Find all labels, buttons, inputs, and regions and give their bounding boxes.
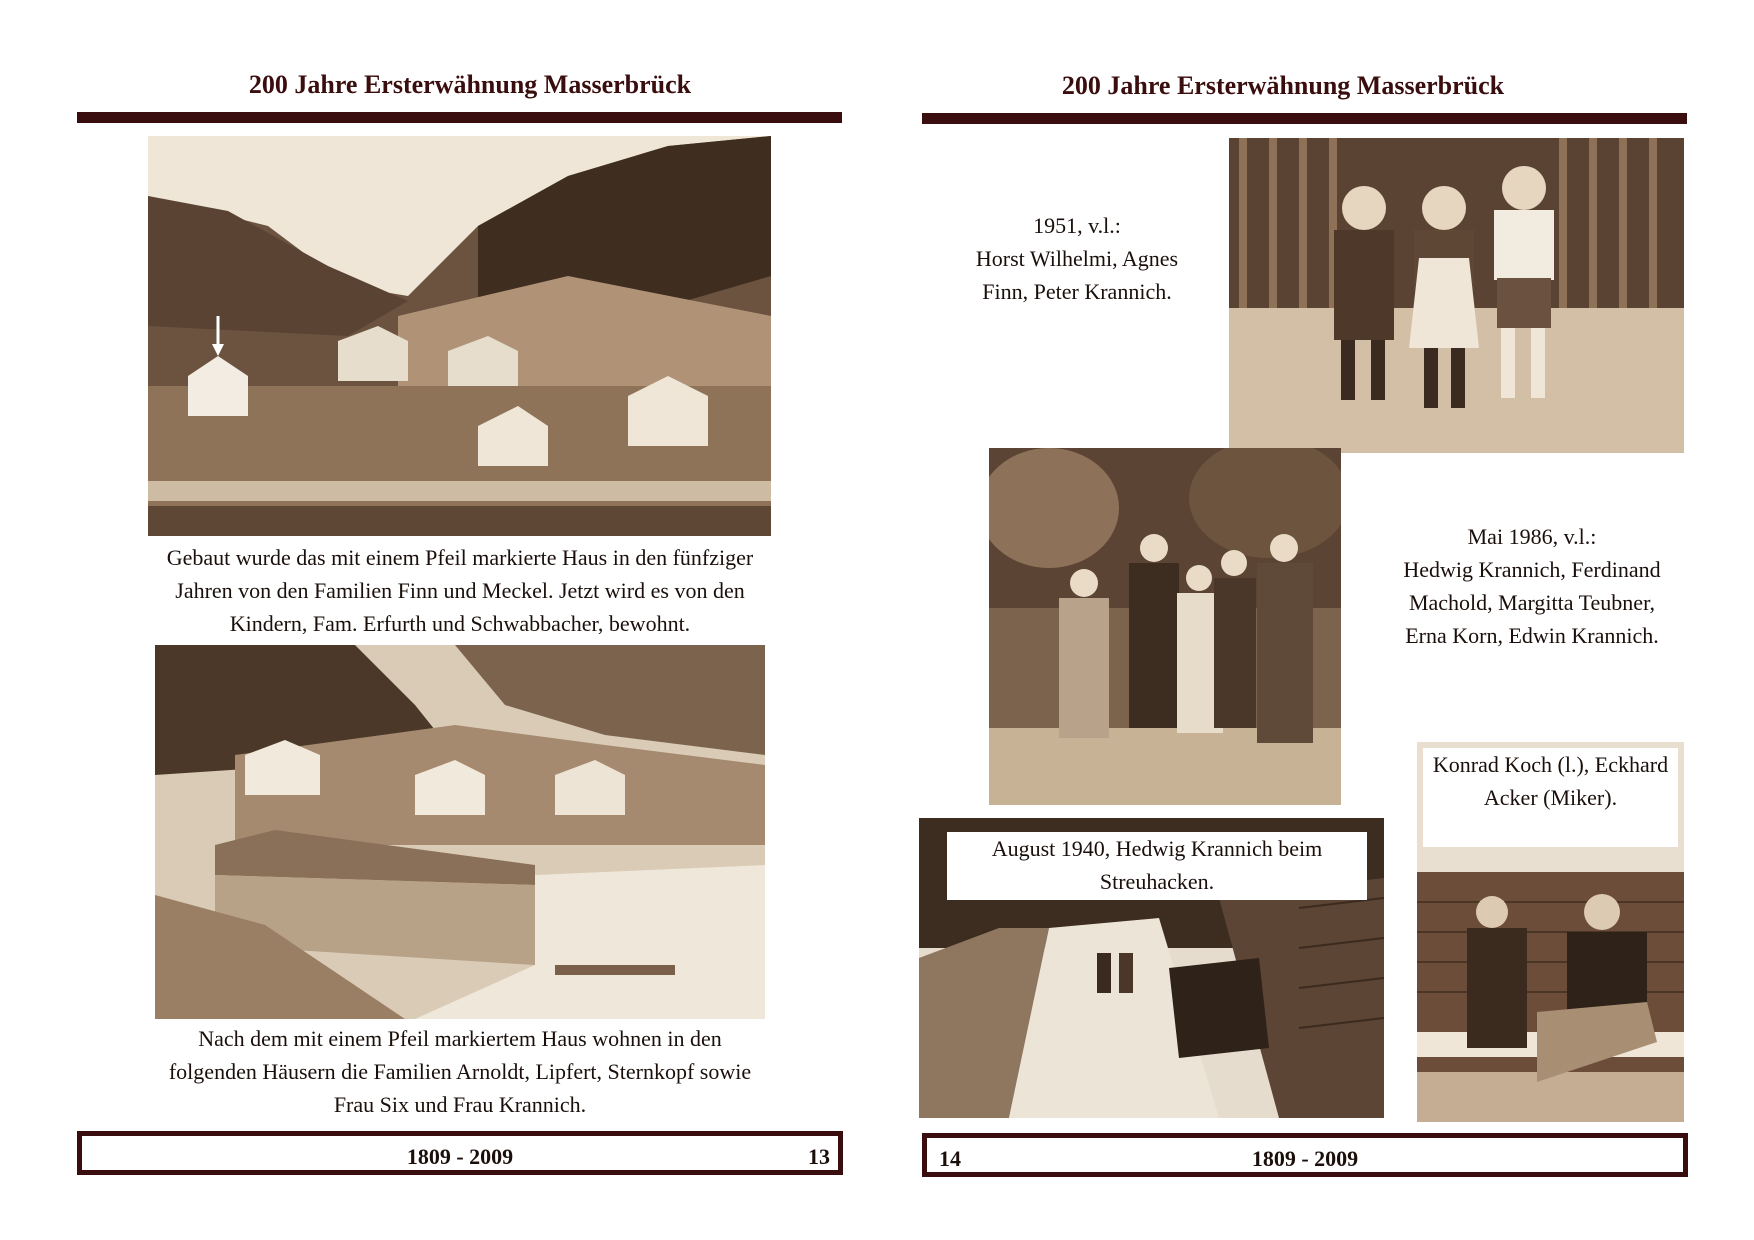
page-number-right: 14	[939, 1146, 961, 1171]
header-rule-right	[922, 113, 1687, 124]
photo-valley-village	[148, 136, 771, 536]
caption-valley-line: Kindern, Fam. Erfurth und Schwabbacher, bewohnt.	[229, 611, 691, 636]
caption-warehouse-line: Nach dem mit einem Pfeil markiertem Haus wohnen in den	[198, 1026, 722, 1051]
caption-children	[947, 209, 1207, 308]
caption-bench-line: (Miker).	[1543, 785, 1618, 810]
caption-children-line: Horst Wilhelmi, Agnes	[975, 246, 1179, 271]
photo-three-children	[1229, 138, 1684, 453]
page-title-left: 200 Jahre Ersterwähnung Masserbrück	[248, 70, 692, 99]
caption-group-line: Erna Korn, Edwin Krannich.	[1405, 623, 1659, 648]
caption-valley	[90, 541, 830, 640]
caption-bench-line: Konrad Koch (l.),	[1432, 752, 1590, 777]
caption-warehouse-line: Frau Six und Frau Krannich.	[333, 1092, 587, 1117]
caption-bench-box	[1423, 748, 1678, 847]
caption-group-line: Mai 1986, v.l.:	[1467, 524, 1597, 549]
caption-group-line: Hedwig Krannich, Ferdinand	[1403, 557, 1661, 582]
footer-years-left: 1809 - 2009	[406, 1144, 514, 1169]
page-title-right: 200 Jahre Ersterwähnung Masserbrück	[1061, 71, 1505, 100]
caption-street-line: August 1940, Hedwig Krannich beim	[991, 836, 1323, 861]
caption-street-box	[947, 832, 1367, 900]
caption-group-line: Machold, Margitta Teubner,	[1408, 590, 1656, 615]
caption-bench-line: Eckhard Acker	[1483, 752, 1669, 810]
caption-children-line: Finn, Peter Krannich.	[982, 279, 1172, 304]
footer-years-right: 1809 - 2009	[1251, 1146, 1359, 1171]
footer-left	[77, 1131, 843, 1175]
caption-children-line: 1951, v.l.:	[1033, 213, 1121, 238]
caption-warehouse	[90, 1022, 830, 1121]
caption-valley-line: Jahren von den Familien Finn und Meckel. Jetzt wird es von den	[175, 578, 745, 603]
caption-warehouse-line: folgenden Häusern die Familien Arnoldt, Lipfert, Sternkopf sowie	[168, 1059, 752, 1084]
caption-street-line: Streuhacken.	[1099, 869, 1215, 894]
right-page	[877, 0, 1754, 1240]
photo-group-five	[989, 448, 1341, 805]
caption-group	[1347, 520, 1717, 652]
photo-village-warehouse	[155, 645, 765, 1019]
page-number-left: 13	[808, 1144, 830, 1169]
header-rule-left	[77, 112, 842, 123]
footer-right	[922, 1133, 1688, 1177]
caption-valley-line: Gebaut wurde das mit einem Pfeil markierte Haus in den fünfziger	[166, 545, 754, 570]
